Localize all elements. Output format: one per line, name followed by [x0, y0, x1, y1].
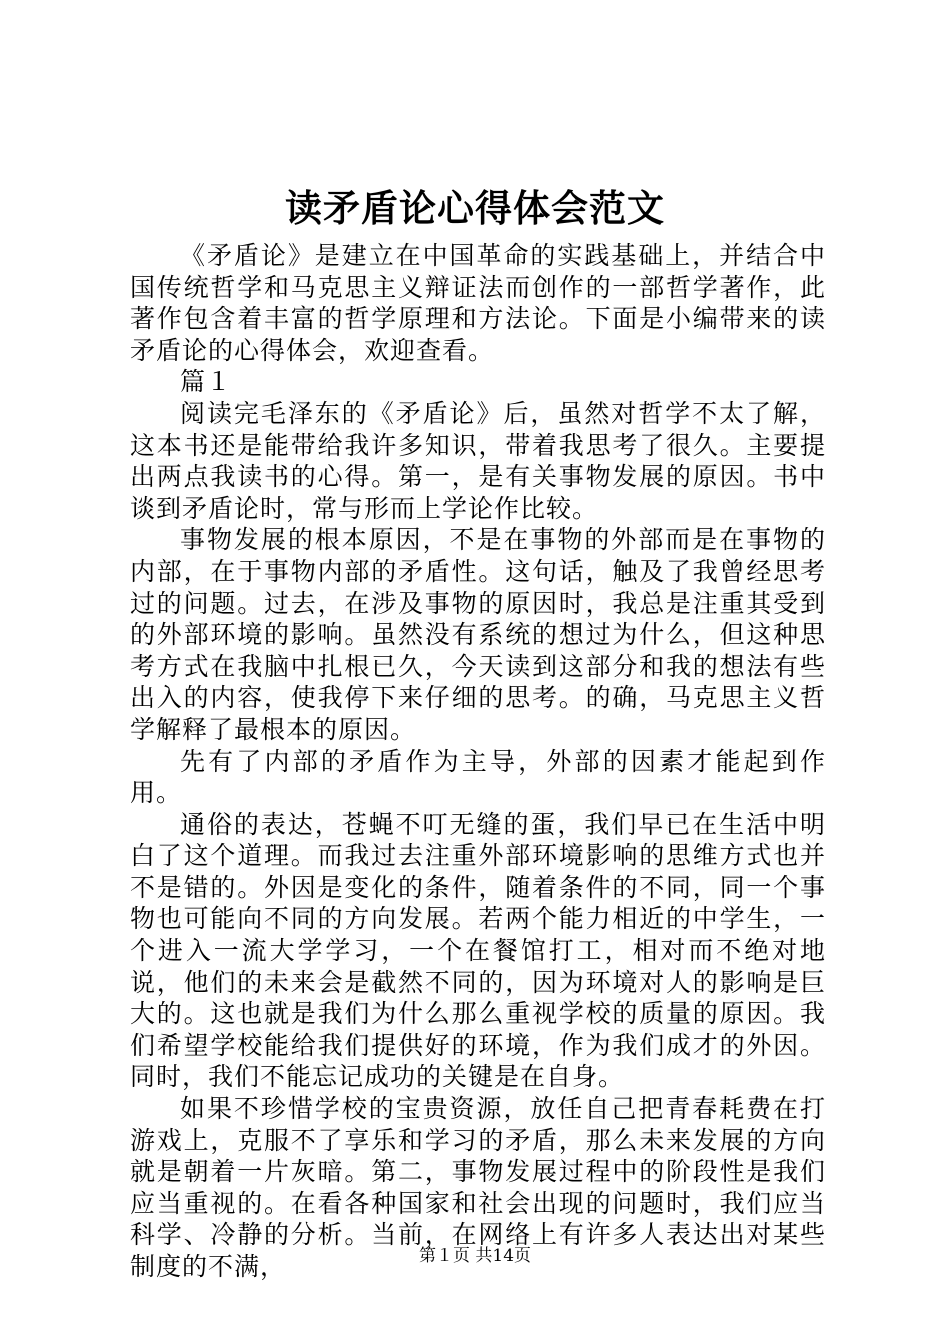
paragraph: 如果不珍惜学校的宝贵资源，放任自己把青春耗费在打游戏上，克服不了享乐和学习的矛盾，那么未来发展的方向就是朝着一片灰暗。第二，事物发展过程中的阶段性是我们应当重视的。在看各种国家和社会出现的问题时，我们应当科学、冷静的分析。当前，在网络上有许多人表达出对某些制度的不满，	[130, 1094, 826, 1281]
paragraph: 通俗的表达，苍蝇不叮无缝的蛋，我们早已在生活中明白了这个道理。而我过去注重外部环境影响的思维方式也并不是错的。外因是变化的条件，随着条件的不同，同一个事物也可能向不同的方向发展。若两个能力相近的中学生，一个进入一流大学学习，一个在餐馆打工，相对而不绝对地说，他们的未来会是截然不同的，因为环境对人的影响是巨大的。这也就是我们为什么那么重视学校的质量的原因。我们希望学校能给我们提供好的环境，作为我们成才的外因。同时，我们不能忘记成功的关键是在自身。	[130, 809, 826, 1092]
page-number-footer: 第１页 共14页	[418, 1246, 532, 1266]
section-heading-chapter-1: 篇１	[180, 367, 233, 397]
document-title: 读矛盾论心得体会范文	[285, 186, 665, 230]
document-body	[130, 240, 826, 1283]
paragraph: 先有了内部的矛盾作为主导，外部的因素才能起到作用。	[130, 746, 826, 808]
paragraph: 事物发展的根本原因，不是在事物的外部而是在事物的内部，在于事物内部的矛盾性。这句话，触及了我曾经思考过的问题。过去，在涉及事物的原因时，我总是注重其受到的外部环境的影响。虽然没有系统的想过为什么，但这种思考方式在我脑中扎根已久，今天读到这部分和我的想法有些出入的内容，使我停下来仔细的思考。的确，马克思主义哲学解释了最根本的原因。	[130, 525, 826, 744]
paragraph: 阅读完毛泽东的《矛盾论》后，虽然对哲学不太了解，这本书还是能带给我许多知识，带着我思考了很久。主要提出两点我读书的心得。第一，是有关事物发展的原因。书中谈到矛盾论时，常与形而上学论作比较。	[130, 398, 826, 523]
paragraph-intro: 《矛盾论》是建立在中国革命的实践基础上，并结合中国传统哲学和马克思主义辩证法而创作的一部哲学著作，此著作包含着丰富的哲学原理和方法论。下面是小编带来的读矛盾论的心得体会，欢迎查看。	[130, 241, 826, 365]
